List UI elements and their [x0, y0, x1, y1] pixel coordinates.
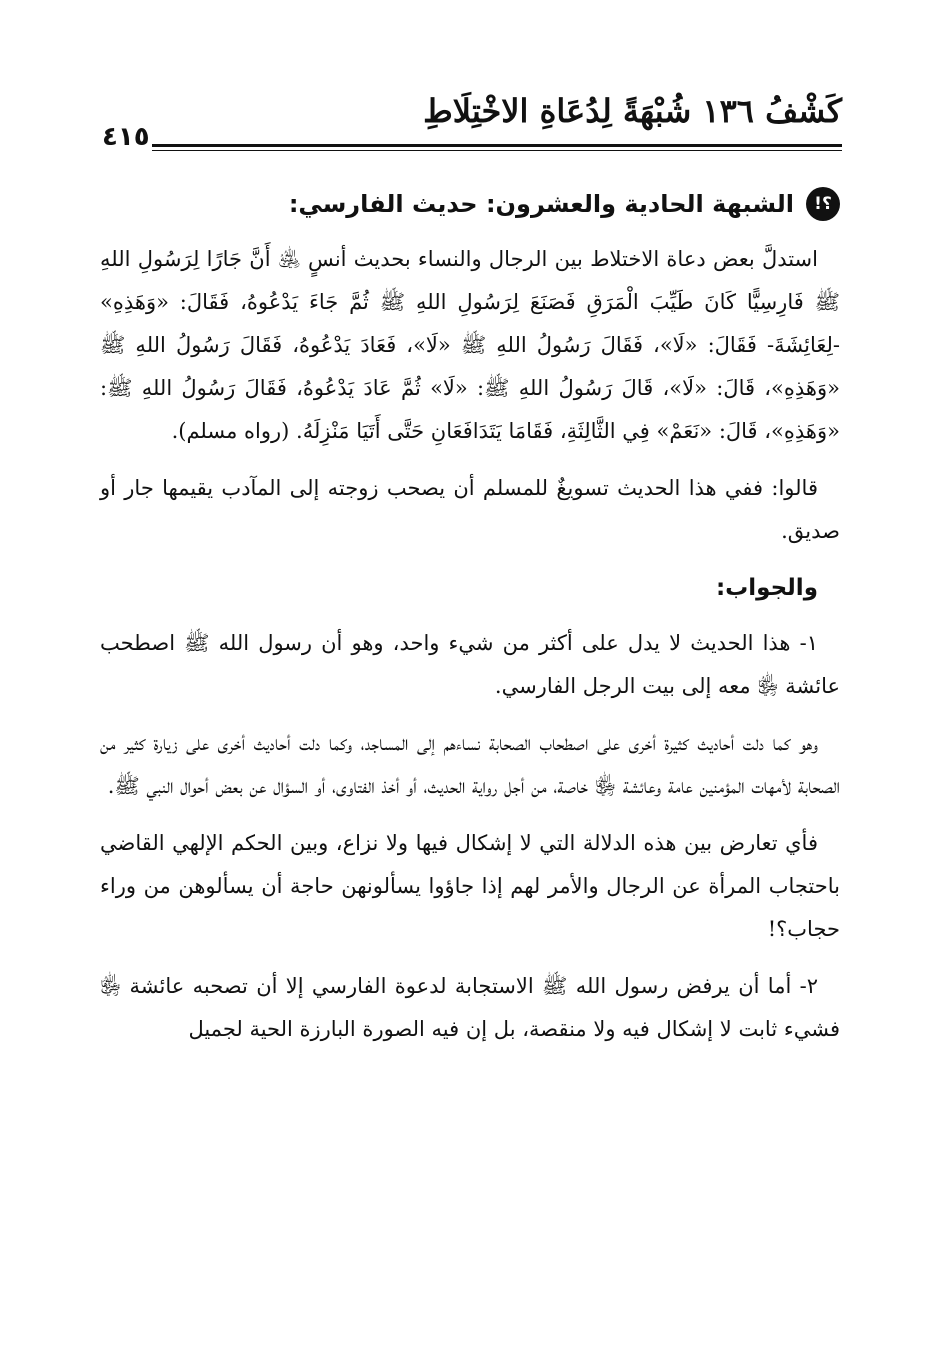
section-heading: [100, 178, 840, 230]
header-rule-thin: [152, 150, 842, 151]
page-number: ٤١٥: [102, 122, 150, 152]
paragraph-answer-2: ٢- أما أن يرفض رسول الله ﷺ الاستجابة لدعوة الفارسي إلا أن تصحبه عائشة ﵂ فشيء ثابت لا إشكال فيه ولا منقصة، بل إن فيه الصورة البارزة الحية لجميل: [100, 974, 840, 1041]
header-rule: [152, 144, 842, 147]
book-title: كَشْفُ ١٣٦ شُبْهَةً لِدُعَاةِ الاخْتِلَاطِ: [423, 92, 842, 130]
paragraph-answer-1-cont: وهو كما دلت أحاديث كثيرة أخرى على اصطحاب الصحابة نساءهم إلى المساجد، وكما دلت أحاديث أخرى على زيارة كثير من الصحابة لأمهات المؤمنين عامة وعائشة ﵂ خاصة، من أجل رواية الحديث، أو أخذ الفتاوى، أو السؤال عن بعض أحوال النبي ﷺ.: [100, 731, 840, 798]
page-content: [100, 178, 840, 1065]
section-heading-text: الشبهة الحادية والعشرون: حديث الفارسي:: [288, 189, 794, 218]
page-header: [100, 92, 842, 162]
answer-heading: والجواب:: [715, 575, 818, 601]
paragraph-answer-1-question: فأي تعارض بين هذه الدلالة التي لا إشكال فيها ولا نزاع، وبين الحكم الإلهي القاضي باحتجاب المرأة عن الرجال والأمر لهم إذا جاؤوا يسألونهن حاجة أن يسألوهن من وراء حجاب؟!: [100, 831, 840, 941]
paragraph-answer-1: ١- هذا الحديث لا يدل على أكثر من شيء واحد، وهو أن رسول الله ﷺ اصطحب عائشة ﵂ معه إلى بيت الرجل الفارسي.: [100, 631, 840, 698]
paragraph-hadith: استدلَّ بعض دعاة الاختلاط بين الرجال والنساء بحديث أنسٍ ﵁ أَنَّ جَارًا لِرَسُولِ اللهِ ﷺ فَارِسِيًّا كَانَ طَيِّبَ الْمَرَقِ فَصَنَعَ لِرَسُولِ اللهِ ﷺ ثُمَّ جَاءَ يَدْعُوهُ، فَقَالَ: «وَهَذِهِ» -لِعَائِشَةَ- فَقَالَ: «لَا»، فَقَالَ رَسُولُ اللهِ ﷺ «لَا»، فَعَادَ يَدْعُوهُ، فَقَالَ رَسُولُ اللهِ ﷺ «وَهَذِهِ»، قَالَ: «لَا»، قَالَ رَسُولُ اللهِ ﷺ: «لَا» ثُمَّ عَادَ يَدْعُوهُ، فَقَالَ رَسُولُ اللهِ ﷺ: «وَهَذِهِ»، قَالَ: «نَعَمْ» فِي الثَّالِثَةِ، فَقَامَا يَتَدَافَعَانِ حَتَّى أَتَيَا مَنْزِلَهُ. (رواه مسلم).: [100, 247, 840, 443]
question-exclamation-badge-icon: !؟: [806, 187, 840, 221]
paragraph-claim: قالوا: ففي هذا الحديث تسويغٌ للمسلم أن يصحب زوجته إلى المآدب يقيمها جار أو صديق.: [100, 476, 840, 543]
